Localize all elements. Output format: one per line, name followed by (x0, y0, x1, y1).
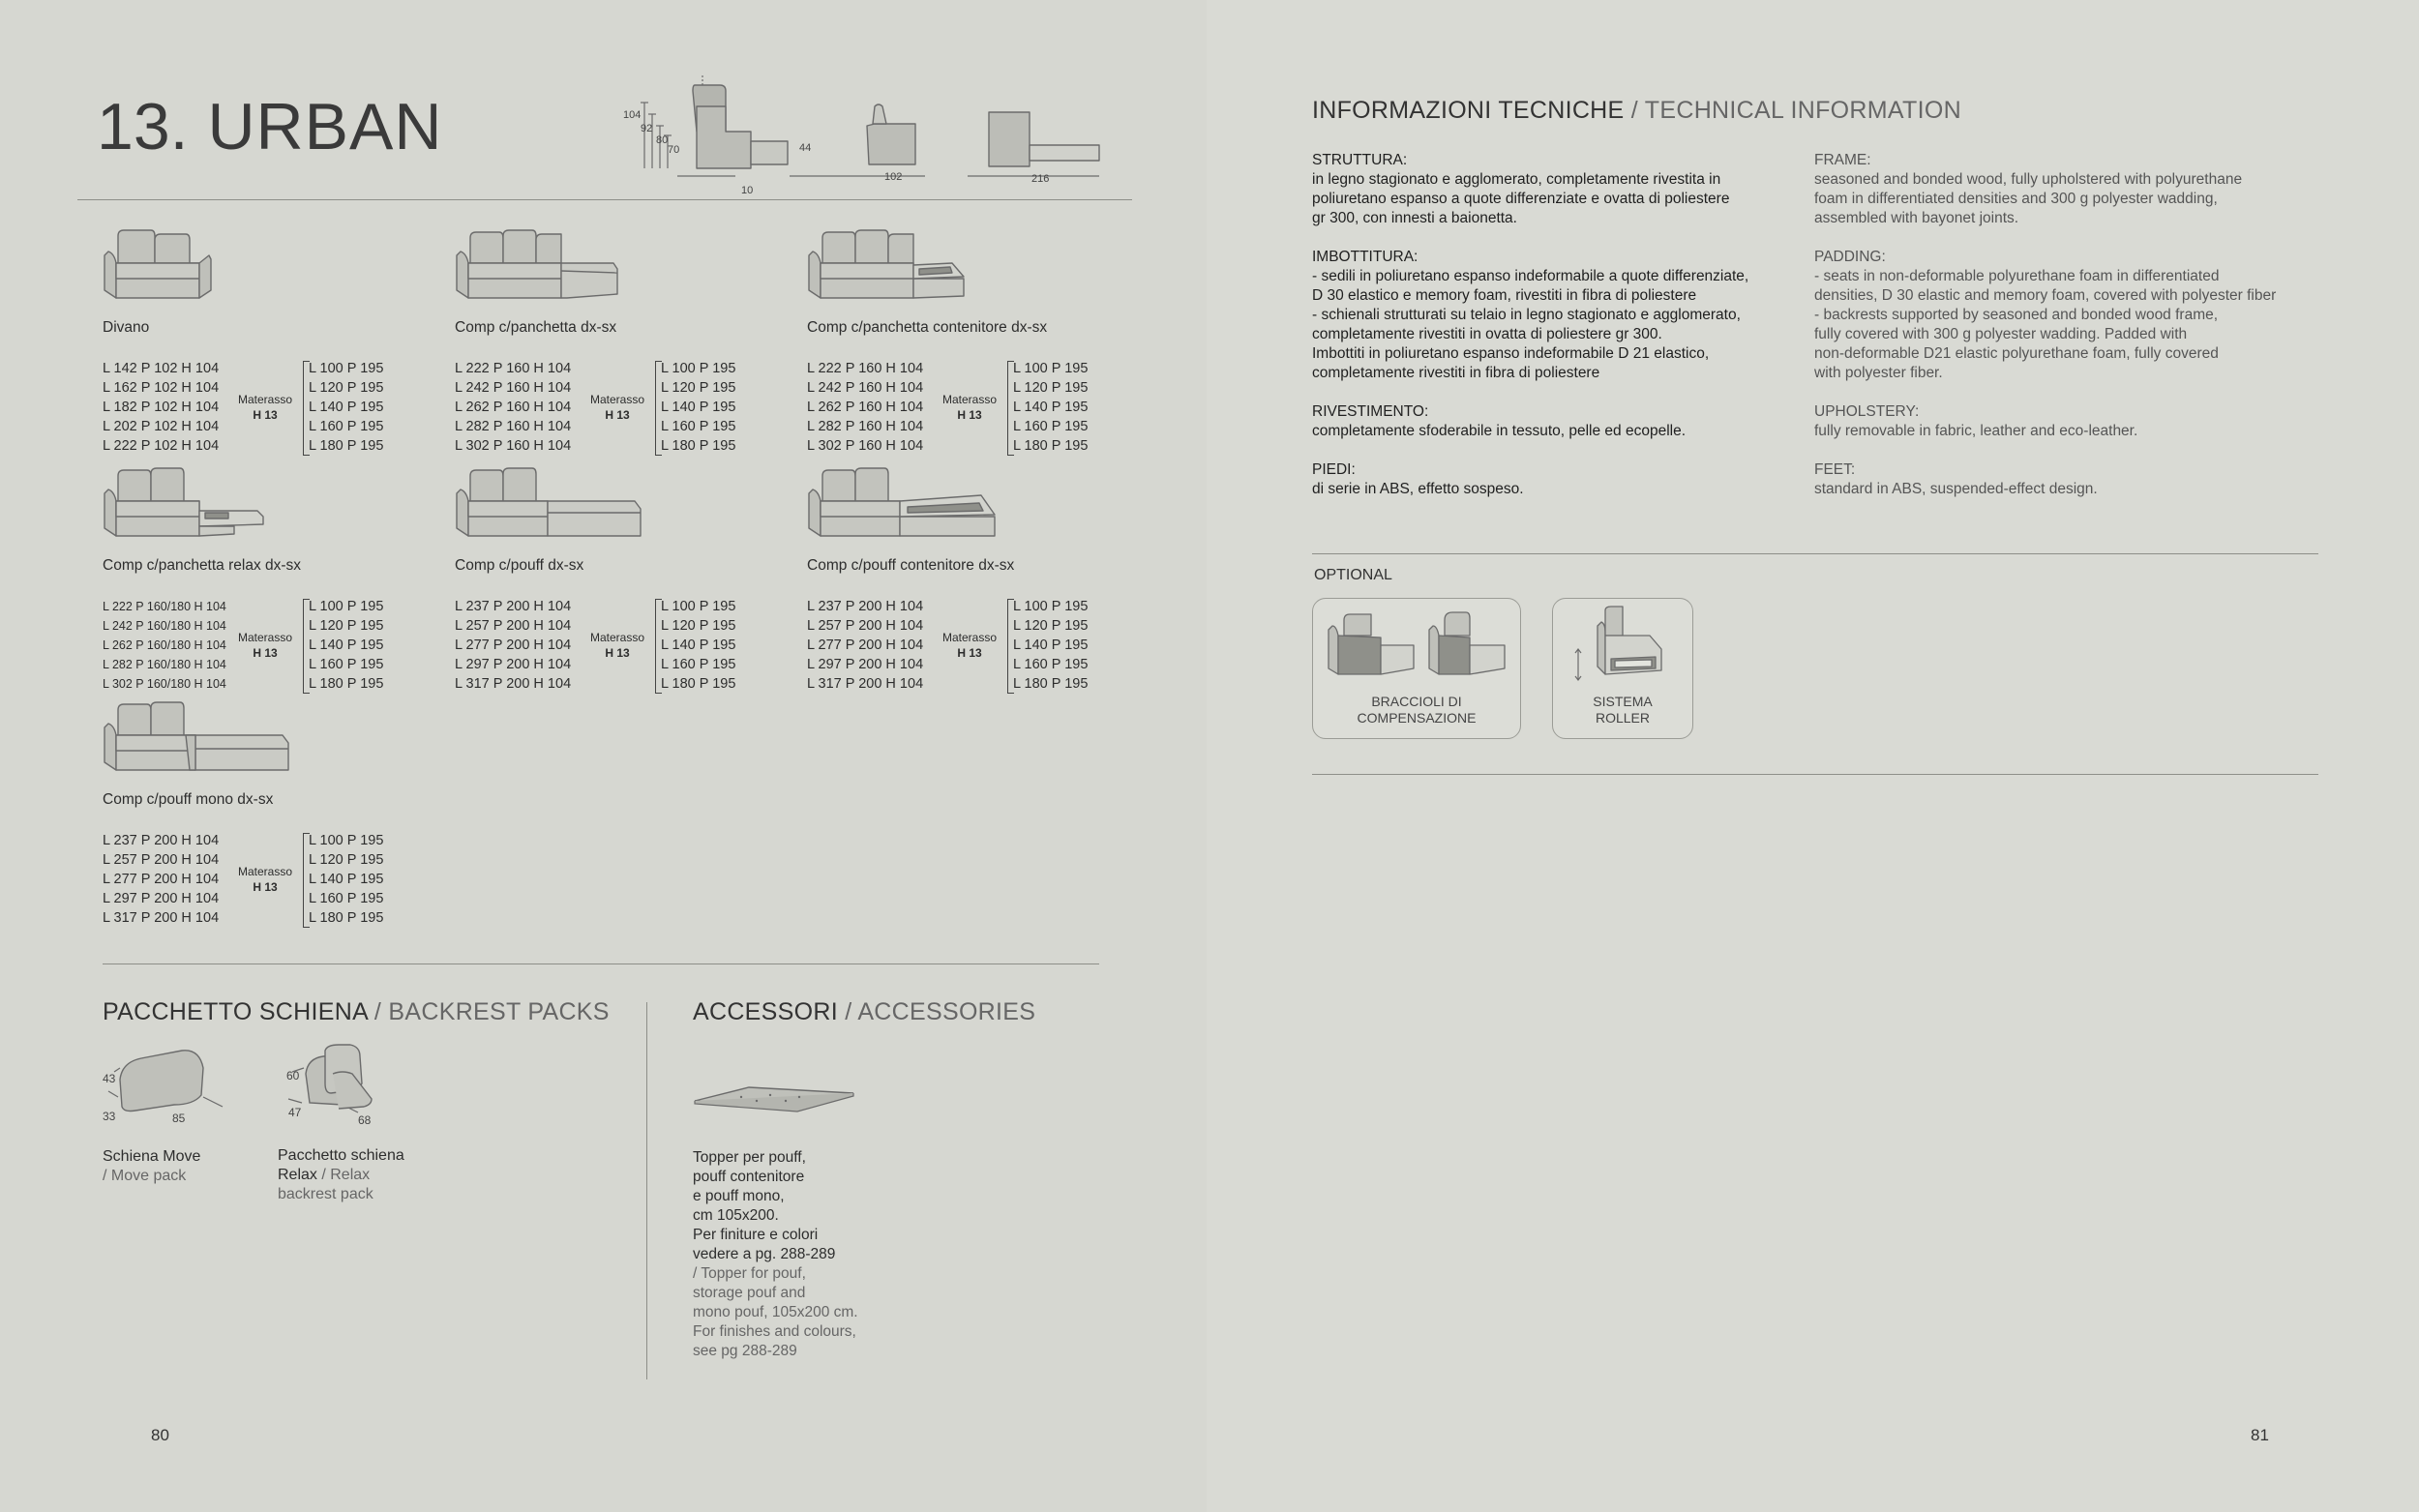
it-rivestimento-title: RIVESTIMENTO: (1312, 403, 1429, 420)
ti-line: non-deformable D21 elastic polyurethane foam, fully covered (1814, 345, 2219, 362)
product-name: Comp c/pouff contenitore dx-sx (807, 557, 1015, 574)
roller-line1: SISTEMA (1593, 694, 1653, 709)
mattress-height: H 13 (957, 646, 982, 660)
vertical-divider (646, 1002, 647, 1379)
dim-row: L 277 P 200 H 104 (103, 872, 220, 887)
pouff-drawing (455, 468, 648, 546)
dim-row: L 282 P 160/180 H 104 (103, 658, 226, 671)
ti-line: completamente rivestiti in ovatta di poliestere gr 300. (1312, 326, 1662, 342)
mattress-row: L 180 P 195 (661, 676, 736, 692)
tech-heading-en: / TECHNICAL INFORMATION (1630, 97, 1961, 124)
page-number-right: 81 (2251, 1426, 2269, 1444)
mattress-row: L 120 P 195 (309, 852, 384, 868)
mattress-row: L 140 P 195 (1013, 637, 1089, 653)
mattress-row: L 140 P 195 (309, 400, 384, 415)
optional-roller (1552, 598, 1693, 739)
mattress-row: L 120 P 195 (309, 380, 384, 396)
ti-line: - seats in non-deformable polyurethane foam in differentiated (1814, 268, 2220, 284)
it-struttura (1312, 151, 1748, 228)
dim-row: L 302 P 160 H 104 (807, 438, 924, 454)
dim-row: L 257 P 200 H 104 (103, 852, 220, 868)
mattress-text: Materasso (238, 393, 293, 406)
en-frame (1814, 151, 2276, 228)
ti-line: poliuretano espanso a quote differenziate e ovatta di poliestere (1312, 191, 1730, 207)
mattress-label (942, 630, 997, 661)
dim-row: L 237 P 200 H 104 (103, 833, 220, 848)
en-feet-title: FEET: (1814, 461, 1856, 478)
mattress-row: L 140 P 195 (1013, 400, 1089, 415)
mattress-row: L 120 P 195 (1013, 380, 1089, 396)
mattress-dims (309, 359, 383, 456)
page-title (97, 89, 442, 164)
relax-name-2-en: / Relax (321, 1167, 371, 1183)
mattress-row: L 180 P 195 (1013, 676, 1089, 692)
mattress-row: L 180 P 195 (309, 910, 384, 926)
dim-row: L 297 P 200 H 104 (103, 891, 220, 906)
product-pouff (455, 468, 803, 700)
ti-line: foam in differentiated densities and 300 g polyester wadding, (1814, 191, 2218, 207)
mattress-text: Materasso (942, 393, 998, 406)
mattress-dims (1013, 359, 1088, 456)
it-struttura-title: STRUTTURA: (1312, 152, 1408, 168)
ti-line: - sedili in poliuretano espanso indeformabile a quote differenziate, (1312, 268, 1749, 284)
ti-line: seasoned and bonded wood, fully upholstered with polyurethane (1814, 171, 2243, 188)
mattress-height: H 13 (253, 646, 278, 660)
acc-line: e pouff mono, (693, 1188, 785, 1204)
product-name: Divano (103, 319, 150, 336)
roller-drawing (1572, 607, 1679, 684)
ti-line: di serie in ABS, effetto sospeso. (1312, 481, 1524, 497)
dim-216: 216 (1031, 173, 1050, 185)
mattress-row: L 160 P 195 (661, 657, 736, 672)
mattress-row: L 180 P 195 (1013, 438, 1089, 454)
mattress-row: L 120 P 195 (1013, 618, 1089, 634)
ti-line: Imbottiti in poliuretano espanso indeformabile D 21 elastico, (1312, 345, 1710, 362)
dim-row: L 222 P 160/180 H 104 (103, 600, 226, 613)
ti-line: densities, D 30 elastic and memory foam, covered with polyester fiber (1814, 287, 2277, 304)
mattress-text: Materasso (238, 631, 293, 644)
acc-line: cm 105x200. (693, 1207, 779, 1224)
acc-line: Per finiture e colori (693, 1227, 819, 1243)
dim-80: 80 (656, 134, 669, 146)
acc-line-en: / Topper for pouf, (693, 1265, 806, 1282)
dim-row: L 257 P 200 H 104 (807, 618, 924, 634)
ti-line: standard in ABS, suspended-effect design. (1814, 481, 2098, 497)
mattress-height: H 13 (253, 880, 278, 894)
relax-name-3-en: backrest pack (278, 1186, 373, 1202)
mattress-row: L 160 P 195 (309, 657, 384, 672)
backrest-heading (103, 998, 610, 1026)
schiena-relax-caption (278, 1146, 404, 1204)
mattress-row: L 160 P 195 (309, 891, 384, 906)
mattress-height: H 13 (957, 408, 982, 422)
braccioli-line2: COMPENSAZIONE (1357, 710, 1477, 726)
product-dims (103, 359, 219, 456)
mattress-height: H 13 (605, 408, 630, 422)
panchetta-drawing (455, 230, 629, 308)
product-dims (455, 597, 571, 694)
header-dimension-drawing (619, 68, 1103, 203)
mattress-text: Materasso (590, 393, 645, 406)
dim-row: L 302 P 160/180 H 104 (103, 677, 226, 691)
it-rivestimento (1312, 402, 1748, 441)
dim-row: L 242 P 160/180 H 104 (103, 619, 226, 633)
mattress-row: L 180 P 195 (309, 676, 384, 692)
product-panchetta-relax (103, 468, 451, 700)
ti-line: fully covered with 300 g polyester wadding. Padded with (1814, 326, 2188, 342)
product-panchetta (455, 230, 803, 462)
mattress-label (238, 630, 292, 661)
product-name: Comp c/panchetta relax dx-sx (103, 557, 302, 574)
accessories-text (693, 1148, 858, 1361)
dim-row: L 257 P 200 H 104 (455, 618, 572, 634)
dim-row: L 262 P 160 H 104 (807, 400, 924, 415)
dim-44: 44 (799, 142, 812, 154)
dim-row: L 222 P 160 H 104 (807, 361, 924, 376)
mattress-text: Materasso (942, 631, 998, 644)
dim-row: L 282 P 160 H 104 (455, 419, 572, 434)
dim-row: L 277 P 200 H 104 (807, 637, 924, 653)
mattress-dims (661, 597, 735, 694)
accessories-heading (693, 998, 1035, 1026)
ti-line: fully removable in fabric, leather and eco-leather. (1814, 423, 2138, 439)
product-dims (807, 597, 923, 694)
tech-info-heading (1312, 97, 1961, 125)
dim-row: L 162 P 102 H 104 (103, 380, 220, 396)
dim-row: L 302 P 160 H 104 (455, 438, 572, 454)
product-name: Comp c/pouff mono dx-sx (103, 791, 274, 808)
dim-10: 10 (741, 185, 754, 196)
optional-braccioli (1312, 598, 1521, 739)
mattress-dims (309, 831, 383, 928)
mattress-row: L 160 P 195 (1013, 657, 1089, 672)
dim-row: L 262 P 160/180 H 104 (103, 638, 226, 652)
roller-line2: ROLLER (1595, 710, 1651, 726)
en-upholstery (1814, 402, 2276, 441)
panchetta-contenitore-drawing (807, 230, 981, 308)
tech-italian (1312, 151, 1748, 499)
mattress-row: L 120 P 195 (309, 618, 384, 634)
mattress-dims (661, 359, 735, 456)
product-dims (807, 359, 923, 456)
dim-row: L 282 P 160 H 104 (807, 419, 924, 434)
backrest-heading-en: / BACKREST PACKS (373, 998, 610, 1025)
dim-row: L 242 P 160 H 104 (455, 380, 572, 396)
optional-top-divider (1312, 553, 2318, 554)
acc-line: Topper per pouff, (693, 1149, 806, 1166)
dim-row: L 317 P 200 H 104 (807, 676, 924, 692)
dim-row: L 297 P 200 H 104 (455, 657, 572, 672)
mattress-row: L 100 P 195 (309, 599, 384, 614)
mattress-label (238, 392, 292, 423)
dim-row: L 222 P 160 H 104 (455, 361, 572, 376)
right-page (1207, 0, 2419, 1512)
acc-line-en: storage pouf and (693, 1285, 806, 1301)
optional-label: OPTIONAL (1314, 567, 1392, 583)
product-pouff-contenitore (807, 468, 1155, 700)
product-name: Comp c/panchetta dx-sx (455, 319, 617, 336)
mattress-dims (309, 597, 383, 694)
dim-row: L 237 P 200 H 104 (455, 599, 572, 614)
mattress-text: Materasso (590, 631, 645, 644)
en-padding-title: PADDING: (1814, 249, 1886, 265)
mattress-label (590, 392, 644, 423)
mattress-row: L 160 P 195 (1013, 419, 1089, 434)
en-feet (1814, 460, 2276, 499)
acc-line: pouff contenitore (693, 1169, 805, 1185)
page-number-left: 80 (151, 1426, 169, 1444)
product-panchetta-contenitore (807, 230, 1155, 462)
braccioli-line1: BRACCIOLI DI (1371, 694, 1462, 709)
mattress-row: L 100 P 195 (309, 361, 384, 376)
it-piedi-title: PIEDI: (1312, 461, 1356, 478)
mattress-row: L 100 P 195 (661, 361, 736, 376)
dim-row: L 237 P 200 H 104 (807, 599, 924, 614)
schiena-relax-drawing (275, 1045, 410, 1132)
ti-line: - backrests supported by seasoned and bonded wood frame, (1814, 307, 2219, 323)
top-divider (77, 199, 1132, 200)
mattress-height: H 13 (605, 646, 630, 660)
relax-d: 47 (288, 1106, 302, 1119)
ti-line: gr 300, con innesti a baionetta. (1312, 210, 1517, 226)
dim-row: L 317 P 200 H 104 (103, 910, 220, 926)
mattress-label (942, 392, 997, 423)
accessories-heading-en: / ACCESSORIES (845, 998, 1036, 1025)
move-name: Schiena Move (103, 1148, 201, 1165)
pouff-mono-drawing (103, 702, 296, 780)
ti-line: in legno stagionato e agglomerato, completamente rivestita in (1312, 171, 1721, 188)
braccioli-label (1313, 694, 1520, 726)
dim-row: L 222 P 102 H 104 (103, 438, 220, 454)
pouff-contenitore-drawing (807, 468, 1000, 546)
product-name: Comp c/panchetta contenitore dx-sx (807, 319, 1048, 336)
dim-row: L 202 P 102 H 104 (103, 419, 220, 434)
ti-line: completamente rivestiti in fibra di poliestere (1312, 365, 1600, 381)
accessories-heading-it: ACCESSORI (693, 998, 838, 1025)
mattress-row: L 140 P 195 (661, 400, 736, 415)
dim-70: 70 (668, 144, 680, 156)
roller-label (1553, 694, 1692, 726)
relax-name-1: Pacchetto schiena (278, 1147, 404, 1164)
acc-line-en: see pg 288-289 (693, 1343, 797, 1359)
product-divano (103, 230, 451, 462)
mattress-row: L 160 P 195 (661, 419, 736, 434)
mattress-row: L 160 P 195 (309, 419, 384, 434)
panchetta-relax-drawing (103, 468, 277, 546)
dim-row: L 262 P 160 H 104 (455, 400, 572, 415)
move-w: 85 (172, 1112, 186, 1125)
move-name-en: / Move pack (103, 1168, 187, 1184)
mattress-row: L 180 P 195 (661, 438, 736, 454)
ti-line: completamente sfoderabile in tessuto, pelle ed ecopelle. (1312, 423, 1687, 439)
title-name: URBAN (207, 90, 443, 163)
dim-row: L 142 P 102 H 104 (103, 361, 220, 376)
ti-line: assembled with bayonet joints. (1814, 210, 2019, 226)
schiena-move-caption (103, 1147, 200, 1186)
mattress-row: L 120 P 195 (661, 380, 736, 396)
en-frame-title: FRAME: (1814, 152, 1871, 168)
mattress-dims (1013, 597, 1088, 694)
mattress-label (590, 630, 644, 661)
en-padding (1814, 248, 2276, 383)
relax-h: 60 (286, 1069, 300, 1082)
product-pouff-mono (103, 702, 451, 934)
it-piedi (1312, 460, 1748, 499)
acc-line: vedere a pg. 288-289 (693, 1246, 836, 1262)
dim-row: L 242 P 160 H 104 (807, 380, 924, 396)
product-dims (103, 597, 226, 694)
move-h: 43 (103, 1072, 116, 1085)
product-dims (455, 359, 571, 456)
mattress-row: L 100 P 195 (1013, 599, 1089, 614)
dim-row: L 297 P 200 H 104 (807, 657, 924, 672)
title-number: 13. (97, 90, 189, 163)
braccioli-drawing (1325, 610, 1508, 678)
mattress-row: L 140 P 195 (661, 637, 736, 653)
mattress-row: L 140 P 195 (309, 872, 384, 887)
left-page (0, 0, 1207, 1512)
mattress-label (238, 864, 292, 895)
it-imbottitura-title: IMBOTTITURA: (1312, 249, 1419, 265)
mattress-row: L 100 P 195 (661, 599, 736, 614)
mattress-row: L 100 P 195 (309, 833, 384, 848)
mattress-row: L 140 P 195 (309, 637, 384, 653)
mattress-row: L 120 P 195 (661, 618, 736, 634)
schiena-move-drawing (97, 1051, 232, 1128)
relax-w: 68 (358, 1113, 372, 1127)
acc-line-en: mono pouf, 105x200 cm. (693, 1304, 858, 1320)
move-d: 33 (103, 1110, 116, 1123)
it-imbottitura (1312, 248, 1748, 383)
dim-102: 102 (884, 171, 903, 183)
tech-heading-it: INFORMAZIONI TECNICHE (1312, 97, 1625, 124)
dim-row: L 182 P 102 H 104 (103, 400, 220, 415)
ti-line: - schienali strutturati su telaio in legno stagionato e agglomerato, (1312, 307, 1741, 323)
ti-line: D 30 elastico e memory foam, rivestiti in fibra di poliestere (1312, 287, 1697, 304)
dim-row: L 277 P 200 H 104 (455, 637, 572, 653)
ti-line: with polyester fiber. (1814, 365, 1943, 381)
tech-english (1814, 151, 2276, 499)
dim-104: 104 (623, 109, 642, 121)
product-dims (103, 831, 219, 928)
divano-drawing (103, 230, 248, 308)
relax-name-2: Relax (278, 1167, 317, 1183)
mattress-height: H 13 (253, 408, 278, 422)
mattress-row: L 180 P 195 (309, 438, 384, 454)
topper-drawing (693, 1080, 857, 1118)
optional-bottom-divider (1312, 774, 2318, 775)
dim-row: L 317 P 200 H 104 (455, 676, 572, 692)
acc-line-en: For finishes and colours, (693, 1323, 856, 1340)
mattress-row: L 100 P 195 (1013, 361, 1089, 376)
en-upholstery-title: UPHOLSTERY: (1814, 403, 1920, 420)
dim-92: 92 (641, 123, 653, 134)
mattress-text: Materasso (238, 865, 293, 878)
product-name: Comp c/pouff dx-sx (455, 557, 584, 574)
backrest-heading-it: PACCHETTO SCHIENA (103, 998, 368, 1025)
